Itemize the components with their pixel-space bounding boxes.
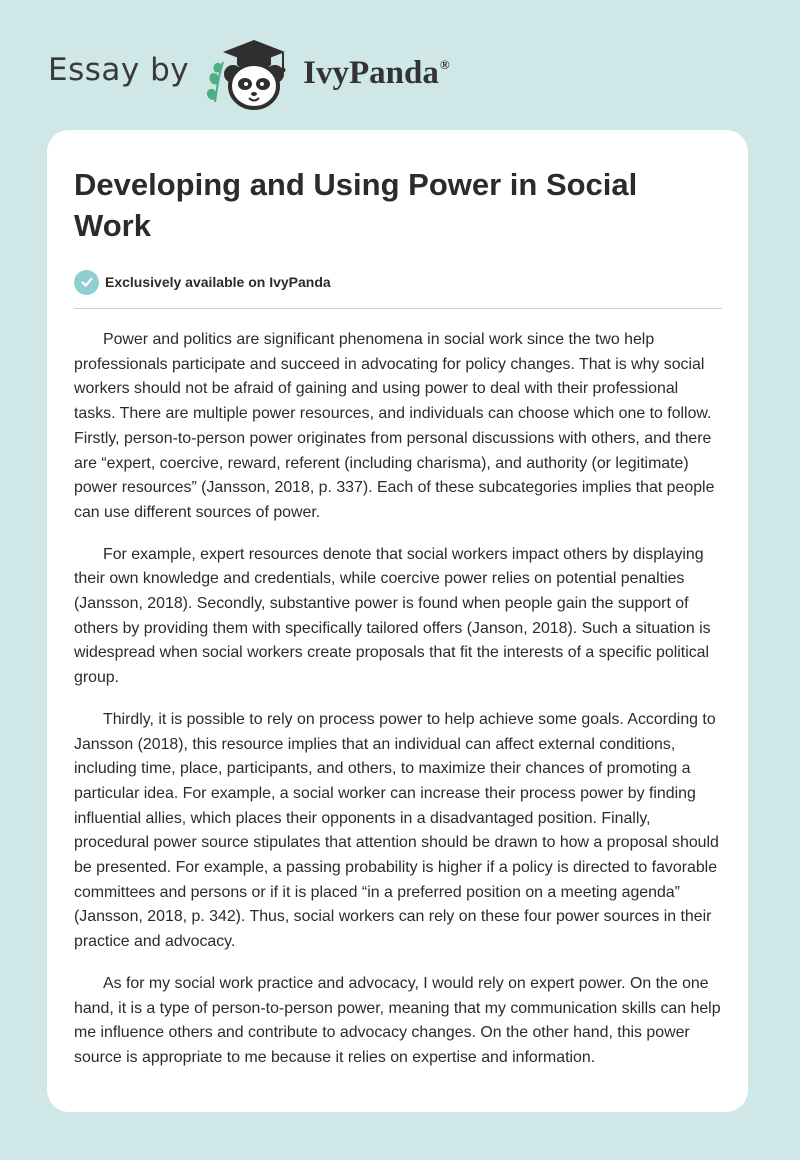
divider	[74, 308, 722, 309]
brand-name: IvyPanda®	[303, 54, 450, 91]
page-title: Developing and Using Power in Social Work	[74, 167, 638, 243]
paragraph: Thirdly, it is possible to rely on process power to help achieve some goals. According to Jansson (2018), this resource implies that an individual can affect external conditions, including time, place, participants, and others, to maximize their chances of promoting a particular idea. For example, a social worker can increase their process power by finding influential allies, which places their opponents in a disadvantaged position. Finally, procedural power source stipulates that attention should be drawn to how a proposal should be presented. For example, a passing probability is higher if a policy is directed to favorable committees and persons or if it is placed “in a preferred position on a meeting agenda” (Jansson, 2018, p. 342). Thus, social workers can rely on these four power sources in their practice and advocacy.	[74, 710, 719, 951]
exclusive-badge	[74, 269, 722, 295]
site-logo[interactable]	[48, 34, 450, 114]
exclusive-label: Exclusively available on IvyPanda	[105, 274, 331, 290]
panda-logo-icon	[203, 34, 299, 114]
registered-mark: ®	[439, 56, 450, 72]
checkmark-circle-icon	[74, 270, 99, 295]
essay-body	[74, 328, 724, 1071]
brand-prefix: Essay by	[48, 52, 190, 88]
paragraph: As for my social work practice and advocacy, I would rely on expert power. On the one hand, it is a type of person-to-person power, meaning that my communication skills can help me influence others and contribute to advocacy changes. On the other hand, this power source is appropriate to me because it relies on expertise and information.	[74, 974, 721, 1066]
paragraph: Power and politics are significant phenomena in social work since the two help professionals participate and succeed in advocating for policy changes. That is why social workers should not be afraid of gaining and using power to deal with their professional tasks. There are multiple power resources, and individuals can choose which one to follow. Firstly, person-to-person power originates from personal discussions with others, and there are “expert, coercive, reward, referent (including charisma), and authority (or legitimate) power resources” (Jansson, 2018, p. 337). Each of these subcategories implies that people can use different sources of power.	[74, 331, 715, 521]
essay-card	[47, 130, 748, 1112]
paragraph: For example, expert resources denote that social workers impact others by displaying their own knowledge and credentials, while coercive power relies on potential penalties (Jansson, 2018). Secondly, substantive power is found when people gain the support of others by providing them with specifically tailored offers (Janson, 2018). Such a situation is widespread when social workers create proposals that fit the interests of a specific political group.	[74, 545, 711, 687]
